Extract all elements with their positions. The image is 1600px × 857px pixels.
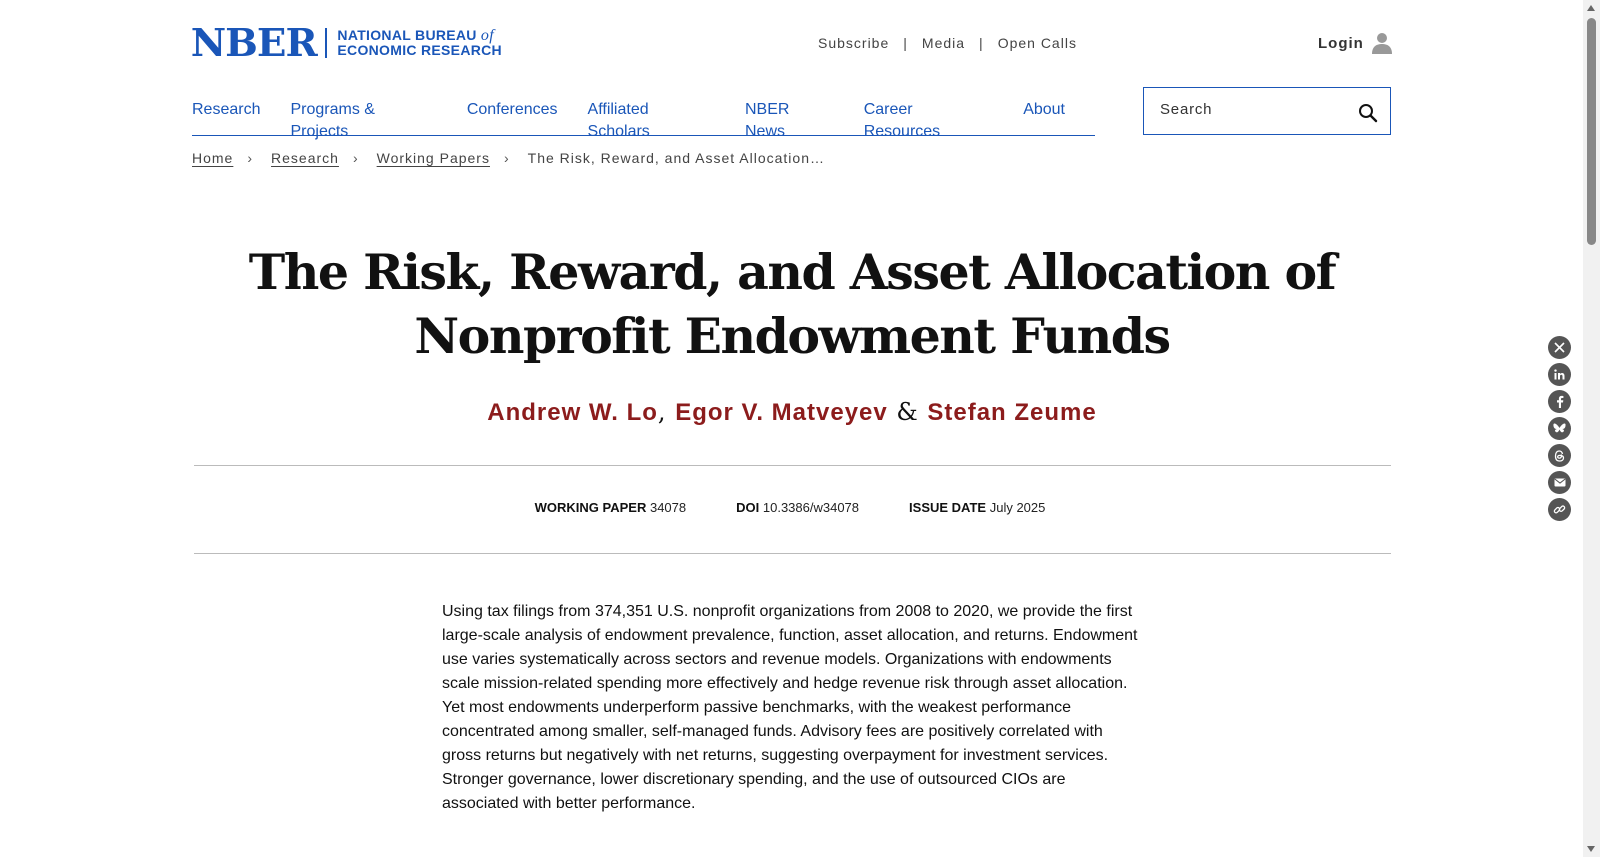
breadcrumb-working-papers[interactable]: Working Papers <box>376 150 490 166</box>
search-icon[interactable] <box>1358 103 1378 123</box>
breadcrumb <box>192 150 825 166</box>
issue-date: ISSUE DATE July 2025 <box>909 500 1046 515</box>
title-line-1: The Risk, Reward, and Asset Allocation of <box>248 243 1336 301</box>
nav-about[interactable]: About <box>1023 101 1065 118</box>
share-bar <box>1548 336 1571 525</box>
login-label: Login <box>1318 34 1364 52</box>
author-separator: & <box>887 398 928 426</box>
x-icon[interactable] <box>1548 336 1571 359</box>
search-box <box>1143 87 1391 135</box>
media-link[interactable]: Media <box>921 35 966 51</box>
facebook-icon[interactable] <box>1548 390 1571 413</box>
logo-line2: ECONOMIC RESEARCH <box>337 42 502 58</box>
user-icon <box>1372 32 1392 54</box>
chevron-right-icon: › <box>247 150 254 166</box>
separator: | <box>979 35 984 51</box>
page-title <box>200 240 1384 368</box>
main-nav <box>192 99 1095 140</box>
bluesky-icon[interactable] <box>1548 417 1571 440</box>
utility-nav <box>818 35 1077 51</box>
divider <box>194 553 1391 554</box>
nav-conferences[interactable]: Conferences <box>466 101 558 118</box>
divider <box>194 465 1391 466</box>
nav-research[interactable]: Research <box>192 101 261 118</box>
title-line-2: Nonprofit Endowment Funds <box>414 307 1170 365</box>
working-paper-number: WORKING PAPER 34078 <box>534 500 687 515</box>
abstract-text: Using tax filings from 374,351 U.S. nonprofit organizations from 2008 to 2020, we provide the first large-scale analysis of endowment prevalence, function, asset allocation, and returns. Endowment use varies systematically across sectors and revenue models. Organizations with endowments scale mission-related spending more effectively and hedge revenue risk through asset allocation. Yet most endowments underperform passive benchmarks, with the weakest performance concentrated among smaller, self-managed funds. Advisory fees are positively correlated with gross returns but negatively with net returns, suggesting overpayment for investment services. Stronger governance, lower discretionary spending, and the use of outsourced CIOs are associated with better performance. <box>442 603 1138 812</box>
subscribe-link[interactable]: Subscribe <box>818 35 890 51</box>
breadcrumb-home[interactable]: Home <box>192 150 234 166</box>
chevron-right-icon: › <box>352 150 359 166</box>
nav-career-resources[interactable]: Career Resources <box>863 101 941 140</box>
nav-nber-news[interactable]: NBER News <box>745 101 790 140</box>
nber-logo[interactable] <box>190 20 502 65</box>
author-link[interactable]: Andrew W. Lo <box>487 399 658 426</box>
page-scrollbar[interactable] <box>1583 0 1600 857</box>
scroll-up-arrow-icon[interactable] <box>1587 5 1595 11</box>
author-separator: , <box>657 398 676 426</box>
threads-icon[interactable] <box>1548 444 1571 467</box>
nav-programs-projects[interactable]: Programs & Projects <box>290 101 375 140</box>
author-list <box>200 398 1384 427</box>
logo-line1: NATIONAL BUREAU of <box>337 27 494 44</box>
search-input[interactable] <box>1158 100 1352 119</box>
chevron-right-icon: › <box>503 150 510 166</box>
login-button[interactable] <box>1318 32 1392 54</box>
logo-mark: NBER <box>190 20 317 65</box>
author-link[interactable]: Stefan Zeume <box>927 399 1097 426</box>
doi: DOI 10.3386/w34078 <box>736 500 860 515</box>
author-link[interactable]: Egor V. Matveyev <box>675 399 888 426</box>
nav-affiliated-scholars[interactable]: Affiliated Scholars <box>587 101 650 140</box>
paper-meta <box>0 500 1580 515</box>
separator: | <box>903 35 908 51</box>
scroll-down-arrow-icon[interactable] <box>1587 846 1595 852</box>
logo-divider <box>325 28 327 58</box>
linkedin-icon[interactable] <box>1548 363 1571 386</box>
scrollbar-thumb[interactable] <box>1587 18 1596 245</box>
breadcrumb-current: The Risk, Reward, and Asset Allocation… <box>527 150 825 166</box>
open-calls-link[interactable]: Open Calls <box>997 35 1077 51</box>
email-icon[interactable] <box>1548 471 1571 494</box>
link-icon[interactable] <box>1548 498 1571 521</box>
logo-wordmark <box>337 28 502 58</box>
breadcrumb-research[interactable]: Research <box>271 150 339 166</box>
